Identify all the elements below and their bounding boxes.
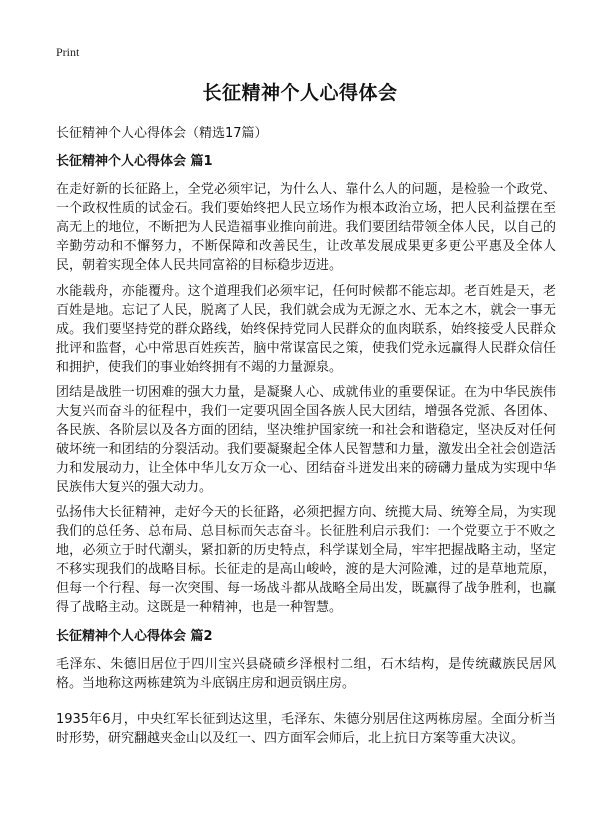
paragraph: 弘扬伟大长征精神，走好今天的长征路，必须把握方向、统揽大局、统筹全局，为实现我们的总任务、总布局、总目标而矢志奋斗。长征胜利启示我们：一个党要立于不败之地，必须立于时代潮头，紧扣新的历史特点，科学谋划全局，牢牢把握战略主动，坚定不移实现我们的战略目标。长征走的是高山峻岭，渡的是大河险滩，过的是草地荒原，但每一个行程、每一次突围、每一场战斗都从战略全局出发，既赢得了战争胜利，也赢得了战略主动。这既是一种精神，也是一种智慧。	[56, 505, 556, 615]
paragraph: 在走好新的长征路上，全党必须牢记，为什么人、靠什么人的问题，是检验一个政党、一个政权性质的试金石。我们要始终把人民立场作为根本政治立场，把人民利益摆在至高无上的地位，不断把为人民造福事业推向前进。我们要团结带领全体人民，以自己的辛勤劳动和不懈努力，不断保障和改善民生，让改革发展成果更多更公平惠及全体人民，朝着实现全体人民共同富裕的目标稳步迈进。	[56, 182, 556, 273]
paragraph: 团结是战胜一切困难的强大力量，是凝聚人心、成就伟业的重要保证。在为中华民族伟大复兴而奋斗的征程中，我们一定要巩固全国各族人民大团结，增强各党派、各团体、各民族、各阶层以及各方面的团结，坚决维护国家统一和社会和谐稳定，坚决反对任何破坏统一和团结的分裂活动。我们要凝聚起全体人民智慧和力量，激发出全社会创造活力和发展动力，让全体中华儿女万众一心、团结奋斗迸发出来的磅礴力量成为实现中华民族伟大复兴的强大动力。	[56, 385, 556, 495]
paragraph: 毛泽东、朱德旧居位于四川宝兴县硗碛乡泽根村二组，石木结构，是传统藏族民居风格。当地称这两栋建筑为斗底锅庄房和迥贡锅庄房。	[56, 657, 556, 691]
document-title: 长征精神个人心得体会	[202, 82, 398, 104]
section-heading-1: 长征精神个人心得体会 篇1	[56, 154, 213, 169]
section-heading-2: 长征精神个人心得体会 篇2	[56, 629, 213, 644]
paragraph: 1935年6月，中央红军长征到达这里，毛泽东、朱德分别居住这两栋房屋。全面分析当时形势，研究翻越夹金山以及红一、四方面军会师后，北上抗日方案等重大决议。	[56, 712, 556, 746]
print-link[interactable]: Print	[56, 45, 80, 59]
document-subtitle: 长征精神个人心得体会（精选17篇）	[56, 126, 268, 141]
paragraph: 水能载舟，亦能覆舟。这个道理我们必须牢记，任何时候都不能忘却。老百姓是天，老百姓是地。忘记了人民，脱离了人民，我们就会成为无源之水、无本之木，就会一事无成。我们要坚持党的群众路线，始终保持党同人民群众的血肉联系，始终接受人民群众批评和监督，心中常思百姓疾苦，脑中常谋富民之策，使我们党永远赢得人民群众信任和拥护，使我们的事业始终拥有不竭的力量源泉。	[56, 284, 556, 375]
